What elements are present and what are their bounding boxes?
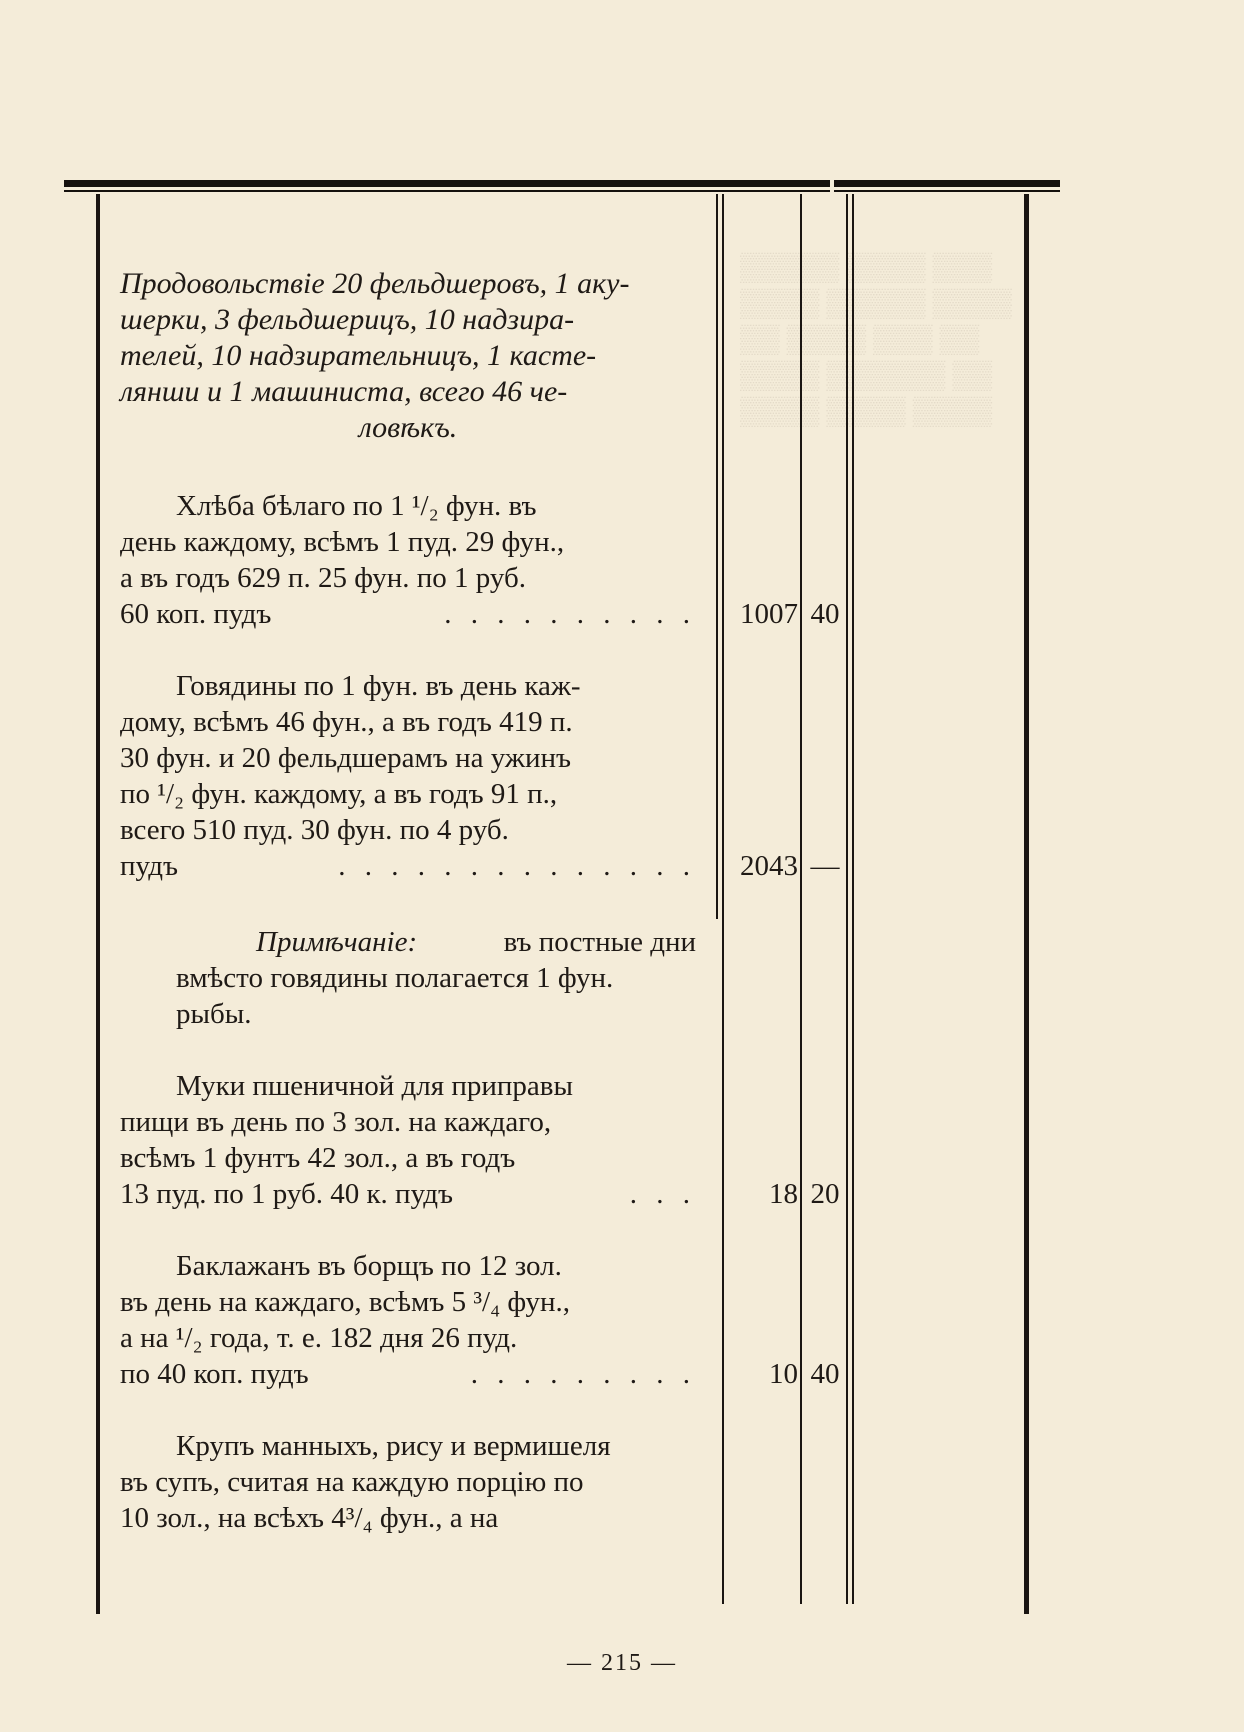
- leader-dots: . . .: [629, 1178, 696, 1210]
- note-line: [176, 924, 696, 960]
- amount-rubles: 18: [769, 1178, 798, 1210]
- entry-groats: [120, 1428, 696, 1536]
- entry-line: 10 зол., на всѣхъ 4³/₄ фун., а на: [120, 1502, 499, 1534]
- entry-bread: [120, 488, 696, 632]
- heading-line: телей, 10 надзирательницъ, 1 касте-: [120, 339, 597, 372]
- entry-line: всего 510 пуд. 30 фун. по 4 руб.: [120, 814, 509, 846]
- entry-line-last: [120, 596, 696, 632]
- entry-line: а на ¹/₂ года, т. е. 182 дня 26 пуд.: [120, 1322, 518, 1354]
- amount-kopecks: 40: [810, 1358, 840, 1390]
- entry-line: Хлѣба бѣлаго по 1 ¹/₂ фун. въ: [176, 490, 537, 522]
- amount-kopecks: —: [810, 850, 840, 882]
- entry-line-text: по 40 коп. пудъ: [120, 1358, 309, 1390]
- amount-rubles: 10: [769, 1358, 798, 1390]
- leader-dots: . . . . . . . . . . . . . .: [338, 850, 696, 882]
- text-column-rule-inner: [722, 194, 724, 1604]
- amount-kopecks: 40: [810, 598, 840, 630]
- entry-line: Баклажанъ въ борщъ по 12 зол.: [176, 1250, 562, 1282]
- entry-line: всѣмъ 1 фунтъ 42 зол., а въ годъ: [120, 1142, 516, 1174]
- kopecks-column-rule-inner: [852, 194, 854, 1604]
- section-heading: [120, 266, 696, 446]
- top-rule: [64, 180, 1060, 187]
- entry-flour: [120, 1068, 696, 1212]
- heading-line: лянши и 1 машиниста, всего 46 че-: [120, 375, 568, 408]
- entry-line-last: [120, 1356, 696, 1392]
- heading-line: шерки, 3 фельдшерицъ, 10 надзира-: [120, 303, 575, 336]
- entry-line: дому, всѣмъ 46 фун., а въ годъ 419 п.: [120, 706, 573, 738]
- heading-line: Продовольствіе 20 фельдшеровъ, 1 аку-: [120, 267, 630, 300]
- heading-line: ловѣкъ.: [358, 411, 458, 444]
- entry-line: Крупъ манныхъ, рису и вермишеля: [176, 1430, 611, 1462]
- note-line: вмѣсто говядины полагается 1 фун.: [176, 962, 614, 994]
- entry-line: Говядины по 1 фун. въ день каж-: [176, 670, 581, 702]
- note-line: рыбы.: [176, 998, 252, 1030]
- left-column-rule: [96, 194, 100, 1614]
- amount-rubles: 2043: [740, 850, 798, 882]
- entry-line: въ день на каждаго, всѣмъ 5 ³/₄ фун.,: [120, 1286, 571, 1318]
- entry-line: а въ годъ 629 п. 25 фун. по 1 руб.: [120, 562, 527, 594]
- entry-line-last: [120, 848, 696, 884]
- entry-line: въ супъ, считая на каждую порцію по: [120, 1466, 584, 1498]
- note-label: Примѣчаніе:: [256, 926, 418, 958]
- page-number: — 215 —: [567, 1650, 677, 1676]
- leader-dots: . . . . . . . . . .: [444, 598, 696, 630]
- top-rule-gap: [830, 180, 834, 194]
- amount-rubles: 1007: [740, 598, 798, 630]
- leader-dots: . . . . . . . . .: [470, 1358, 696, 1390]
- entry-line: день каждому, всѣмъ 1 пуд. 29 фун.,: [120, 526, 565, 558]
- entry-line: 30 фун. и 20 фельдшерамъ на ужинъ: [120, 742, 571, 774]
- entry-line-text: 60 коп. пудъ: [120, 598, 272, 630]
- entry-beef: [120, 668, 696, 884]
- entry-line-text: 13 пуд. по 1 руб. 40 к. пудъ: [120, 1178, 453, 1210]
- amount-kopecks: 20: [810, 1178, 840, 1210]
- entry-line-last: [120, 1176, 696, 1212]
- top-rule-thin: [64, 190, 1060, 192]
- entry-line-text: пудъ: [120, 850, 178, 882]
- right-column-rule: [1024, 194, 1029, 1614]
- note: [176, 924, 696, 1032]
- reverse-page-show-through: ▒▒▒▒▒ ▒▒▒▒ ▒▒▒ ▒▒▒▒ ▒▒▒▒▒ ▒▒▒▒ ▒▒ ▒▒▒▒ ▒▒▒ ▒▒ ▒▒▒▒ ▒▒▒▒▒▒ ▒▒ ▒▒▒▒ ▒▒▒▒ ▒▒▒▒: [740, 252, 1012, 427]
- rubles-column-rule: [800, 194, 802, 1604]
- text-column-rule: [716, 194, 718, 919]
- kopecks-column-rule: [846, 194, 848, 1604]
- entry-eggplant: [120, 1248, 696, 1392]
- note-text: въ постные дни: [503, 926, 696, 958]
- entry-line: Муки пшеничной для приправы: [176, 1070, 573, 1102]
- entry-line: пищи въ день по 3 зол. на каждаго,: [120, 1106, 552, 1138]
- entry-line: по ¹/₂ фун. каждому, а въ годъ 91 п.,: [120, 778, 558, 810]
